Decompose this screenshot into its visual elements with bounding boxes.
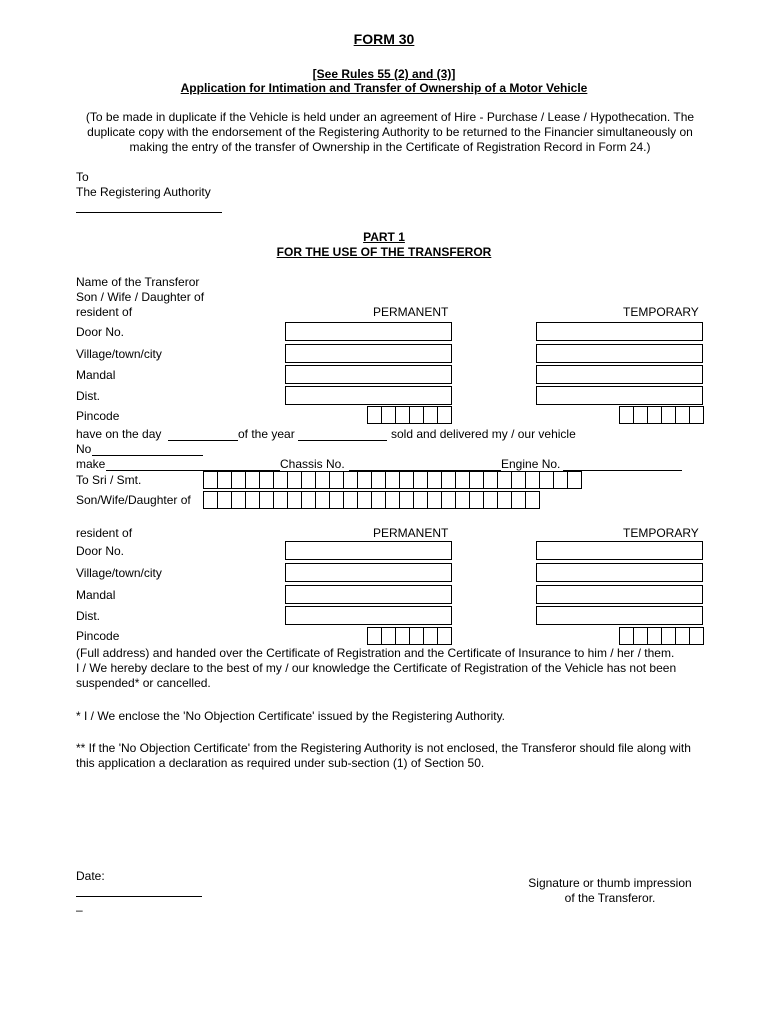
- transferee-resident-label: resident of: [76, 526, 133, 540]
- transferee-temporary-heading: TEMPORARY: [623, 526, 699, 540]
- form-subtitle: Application for Intimation and Transfer of Ownership of a Motor Vehicle: [180, 81, 588, 95]
- date-label: Date:: [76, 869, 105, 883]
- transferee-permanent-village-field[interactable]: [285, 563, 452, 582]
- engine-no-label: Engine No.: [501, 457, 561, 471]
- rules-reference: [See Rules 55 (2) and (3)]: [312, 67, 456, 81]
- declaration-statement: I / We hereby declare to the best of my / our knowledge the Certificate of Registration of the Vehicle has not been suspended* or cancelled.: [76, 661, 677, 690]
- transferor-pincode-label: Pincode: [76, 409, 120, 423]
- of-year-label: of the year: [238, 427, 295, 441]
- transferee-relation-label: Son/Wife/Daughter of: [76, 493, 191, 507]
- transferor-temporary-dist-field[interactable]: [536, 386, 703, 405]
- signature-label-line2: of the Transferor.: [564, 891, 656, 905]
- year-blank-line[interactable]: [298, 440, 387, 441]
- vehicle-no-blank-line[interactable]: [92, 455, 203, 456]
- transferee-permanent-mandal-field[interactable]: [285, 585, 452, 604]
- date-blank-line[interactable]: [76, 896, 202, 897]
- transferee-permanent-door-field[interactable]: [285, 541, 452, 560]
- day-blank-line[interactable]: [168, 440, 238, 441]
- transferee-temporary-door-field[interactable]: [536, 541, 703, 560]
- form-title: FORM 30: [353, 31, 415, 47]
- part-subtitle: FOR THE USE OF THE TRANSFEROR: [276, 245, 492, 259]
- transferor-permanent-heading: PERMANENT: [373, 305, 449, 319]
- full-address-statement: (Full address) and handed over the Certificate of Registration and the Certificate of Insurance to him / her / them.: [76, 646, 675, 660]
- transferor-temporary-pincode-field[interactable]: [619, 406, 704, 424]
- have-on-day-label: have on the day: [76, 427, 162, 441]
- chassis-no-label: Chassis No.: [280, 457, 345, 471]
- transferor-permanent-mandal-field[interactable]: [285, 365, 452, 384]
- make-label: make: [76, 457, 106, 471]
- transferor-permanent-door-field[interactable]: [285, 322, 452, 341]
- transferor-relation-label: Son / Wife / Daughter of: [76, 290, 205, 304]
- transferee-mandal-label: Mandal: [76, 588, 116, 602]
- signature-label-line1: Signature or thumb impression: [528, 876, 692, 890]
- vehicle-no-label: No: [76, 442, 92, 456]
- transferee-village-label: Village/town/city: [76, 566, 162, 580]
- registering-authority-label: The Registering Authority: [76, 185, 211, 199]
- transferee-temporary-village-field[interactable]: [536, 563, 703, 582]
- to-sri-smt-label: To Sri / Smt.: [76, 473, 142, 487]
- transferee-door-label: Door No.: [76, 544, 125, 558]
- noc-not-enclosed-note: ** If the 'No Objection Certificate' from the Registering Authority is not enclosed, the Transferor should file along with this application a declaration as required under sub-section (1) of Section 50.: [76, 741, 691, 770]
- transferor-mandal-label: Mandal: [76, 368, 116, 382]
- transferor-temporary-heading: TEMPORARY: [623, 305, 699, 319]
- transferee-permanent-heading: PERMANENT: [373, 526, 449, 540]
- duplicate-note: (To be made in duplicate if the Vehicle is held under an agreement of Hire - Purchase / Lease / Hypothecation. The duplicate copy with the endorsement of the Registering Authority to be returned to the Financier simultaneously on making the entry of the transfer of Ownership in the Certificate of Registration Record in Form 24.): [85, 110, 695, 154]
- noc-enclosed-statement: * I / We enclose the 'No Objection Certificate' issued by the Registering Authority.: [76, 709, 506, 723]
- transferor-temporary-village-field[interactable]: [536, 344, 703, 363]
- transferor-permanent-pincode-field[interactable]: [367, 406, 452, 424]
- authority-blank-line[interactable]: [76, 212, 222, 213]
- transferor-temporary-door-field[interactable]: [536, 322, 703, 341]
- transferee-permanent-pincode-field[interactable]: [367, 627, 452, 645]
- transferor-dist-label: Dist.: [76, 389, 100, 403]
- transferee-temporary-mandal-field[interactable]: [536, 585, 703, 604]
- transferee-relation-field[interactable]: [203, 491, 540, 509]
- transferee-dist-label: Dist.: [76, 609, 100, 623]
- transferor-name-label: Name of the Transferor: [76, 275, 200, 289]
- transferor-temporary-mandal-field[interactable]: [536, 365, 703, 384]
- transferor-permanent-dist-field[interactable]: [285, 386, 452, 405]
- transferee-temporary-pincode-field[interactable]: [619, 627, 704, 645]
- transferor-door-label: Door No.: [76, 325, 125, 339]
- transferor-resident-label: resident of: [76, 305, 133, 319]
- sold-delivered-label: sold and delivered my / our vehicle: [391, 427, 576, 441]
- transferor-village-label: Village/town/city: [76, 347, 162, 361]
- part-title: PART 1: [363, 230, 405, 244]
- date-dash: –: [76, 903, 83, 917]
- transferee-temporary-dist-field[interactable]: [536, 606, 703, 625]
- transferee-permanent-dist-field[interactable]: [285, 606, 452, 625]
- to-label: To: [76, 170, 89, 184]
- transferor-permanent-village-field[interactable]: [285, 344, 452, 363]
- transferee-pincode-label: Pincode: [76, 629, 120, 643]
- transferee-name-field[interactable]: [203, 471, 582, 489]
